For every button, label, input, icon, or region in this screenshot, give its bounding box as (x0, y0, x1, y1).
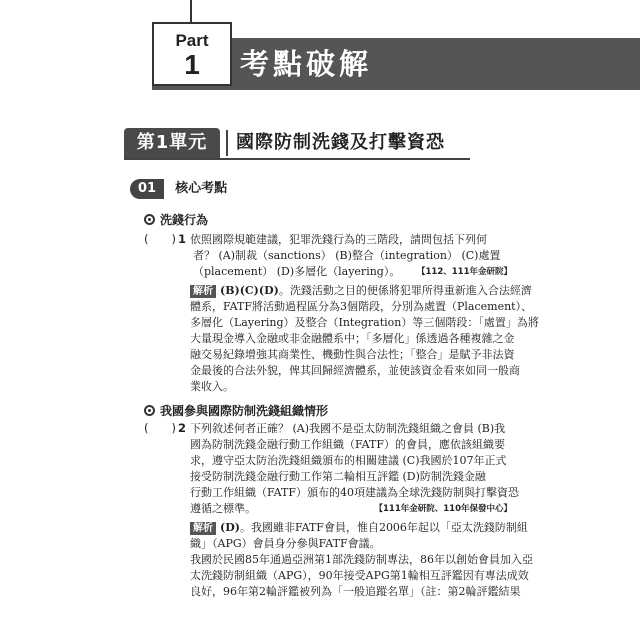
part-connector-line (190, 0, 192, 23)
analysis-line: 金最後的合法外貌，俾其回歸經濟體系，並使該資金看來如同一般商 (190, 364, 520, 377)
analysis-line: 融交易紀錄增強其商業性、機動性與合法性；「整合」是賦予非法資 (190, 348, 515, 361)
question-line: 者？ (A)制裁（sanctions） (B)整合（integration） (C)處置 (193, 249, 501, 262)
analysis-line: 。我國雖非FATF會員，惟自2006年起以「亞太洗錢防制組 (239, 521, 528, 534)
section-title: 洗錢行為 (160, 213, 209, 227)
question-line: 接受防制洗錢金融行動工作第二輪相互評鑑 (D)防制洗錢金融 (190, 470, 486, 483)
section-title: 我國參與國際防制洗錢組織情形 (160, 404, 329, 418)
core-badge: 01 (130, 179, 164, 199)
analysis-line: 我國於民國85年通過亞洲第1部洗錢防制專法，86年以創始會員加入亞 (190, 553, 533, 566)
question-line: 下列敘述何者正確？ (A)我國不是亞太防制洗錢組織之會員 (B)我 (190, 422, 506, 435)
part-label: Part (175, 31, 209, 50)
section-heading-2 (144, 402, 328, 420)
unit-title: 國際防制洗錢及打擊資恐 (236, 132, 445, 153)
question-number: 2 (178, 421, 187, 435)
question-line: 行動工作組織（FATF）頒布的40項建議為全球洗錢防制與打擊資恐 (190, 486, 519, 499)
section-bullet-icon (144, 214, 155, 225)
analysis-line: 大量現金導入金融或非金融體系中；「多層化」係透過各種複雜之金 (190, 332, 515, 345)
question-line: 遵循之標準。 (190, 502, 256, 515)
core-title: 核心考點 (175, 180, 228, 196)
analysis-line: 太洗錢防制組織（APG），90年接受APG第1輪相互評鑑因有專法成效 (190, 569, 529, 582)
analysis-line: 多層化（Layering）及整合（Integration）等三個階段：「處置」為將 (190, 316, 539, 329)
page-title: 考點破解 (240, 47, 373, 81)
question-line: 國為防制洗錢金融行動工作組織（FATF）的會員，應依該組織要 (190, 438, 505, 451)
analysis-2 (190, 520, 533, 600)
analysis-line: 織」（APG）會員身分參與FATF會議。 (190, 537, 381, 550)
question-line: （placement） (D)多層化（layering）。 (193, 265, 401, 278)
analysis-answer: (D) (220, 521, 240, 534)
unit-heading (124, 128, 470, 160)
answer-blank: ( ) (144, 232, 176, 246)
question-2-text (190, 421, 519, 517)
part-number: 1 (184, 49, 200, 80)
section-heading-1 (144, 211, 208, 229)
unit-tag: 第1單元 (124, 128, 220, 158)
analysis-tag: 解析 (190, 522, 216, 535)
analysis-line: 。洗錢活動之目的便係將犯罪所得重新進入合法經濟 (278, 284, 532, 297)
question-1-text (190, 232, 512, 280)
question-source: 【112、111年金研院】 (417, 267, 512, 277)
question-line: 依照國際規範建議，犯罪洗錢行為的三階段，請問包括下列何 (190, 233, 487, 246)
analysis-1 (190, 283, 539, 395)
question-number: 1 (178, 232, 187, 246)
section-bullet-icon (144, 405, 155, 416)
question-source: 【111年金研院、110年保發中心】 (374, 504, 512, 514)
analysis-line: 業收入。 (190, 380, 234, 393)
answer-blank: ( ) (144, 421, 176, 435)
unit-divider (226, 130, 228, 156)
part-box (152, 22, 232, 86)
analysis-answer: (B)(C)(D) (220, 284, 279, 297)
question-line: 求，遵守亞太防治洗錢組織頒布的相關建議 (C)我國於107年正式 (190, 454, 507, 467)
analysis-line: 良好，96年第2輪評鑑被列為「一般追蹤名單」（註：第2輪評鑑結果 (190, 585, 521, 598)
analysis-tag: 解析 (190, 285, 216, 298)
core-heading (130, 178, 227, 198)
analysis-line: 體系，FATF將活動過程區分為3個階段，分別為處置（Placement）、 (190, 300, 533, 313)
